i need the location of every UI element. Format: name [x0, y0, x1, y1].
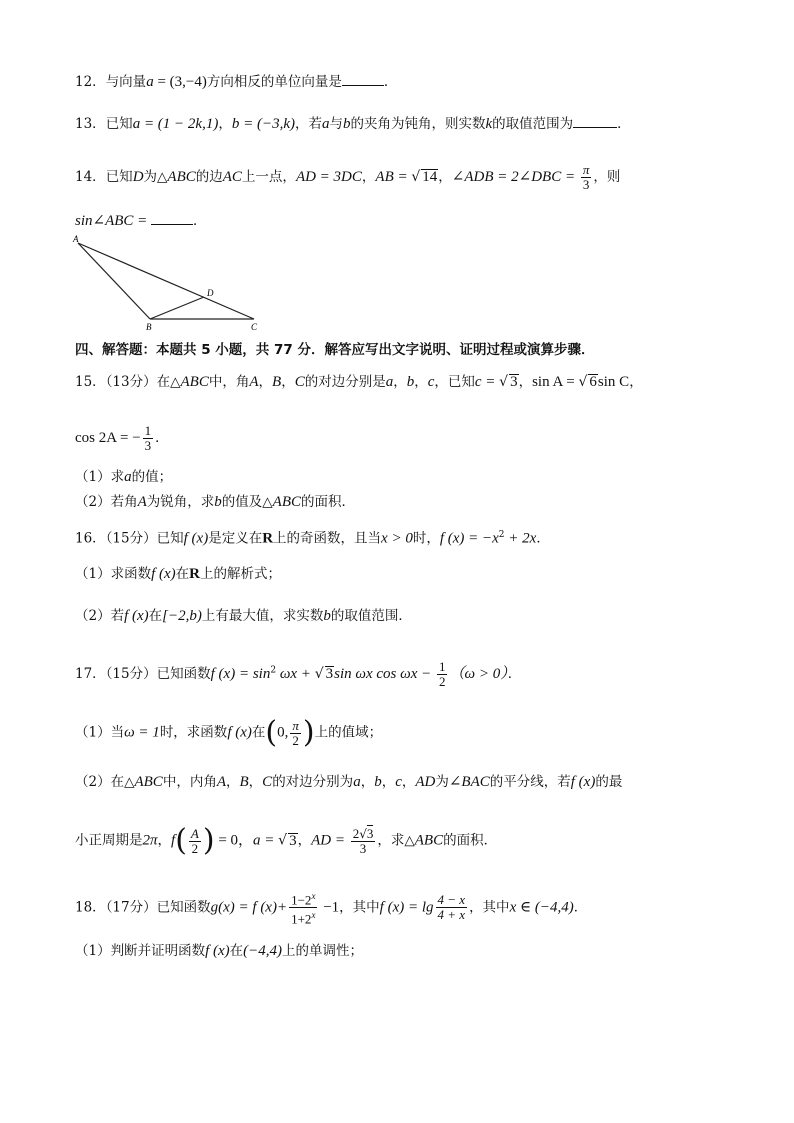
question-18: 18．（17分）已知函数g(x) = f (x)+ $\frac{1-2^x}{1+2^x}$ −1，其中f (x) = lg $\frac{4 - x}{4 + x}$ ，其中x ∈ (−4,4)．	[75, 891, 588, 927]
question-16-sub2: （2）若f (x)在[−2,b)上有最大值，求实数b的取值范围．	[75, 608, 412, 624]
question-number: 12．	[75, 74, 106, 90]
answer-blank	[151, 211, 193, 225]
question-16-sub1: （1）求函数f (x)在R上的解析式；	[75, 566, 282, 582]
segment-AB	[78, 243, 150, 319]
answer-blank	[573, 114, 617, 128]
question-15-sub1: （1）求a的值；	[75, 469, 173, 485]
label-D: D	[207, 288, 214, 298]
label-B: B	[146, 322, 152, 332]
answer-blank	[342, 72, 384, 86]
question-15-sub2: （2）若角A为锐角，求b的值及△ABC的面积．	[75, 494, 355, 510]
question-15: 15．（13分）在△ABC中，角A，B，C的对边分别是a，b，c，已知c = √ 3，sin A = √ 6sin C，	[75, 374, 643, 390]
question-17-sub2: （2）在△ABC中，内角A，B，C的对边分别为a，b，c，AD为∠BAC的平分线，若f (x)的最	[75, 774, 623, 790]
question-16: 16．（15分）已知f (x)是定义在R上的奇函数，且当x > 0时，f $(x) = -x^2 + 2x$．	[75, 530, 550, 547]
question-14-line2: sin∠ABC = ．	[75, 213, 207, 229]
segment-AC	[78, 243, 254, 319]
question-13: 13．已知a = (1 − 2k,1)，b = (−3,k)，若a与b的夹角为钝角，则实数k的取值范围为 ．	[75, 116, 631, 132]
segment-BD	[150, 297, 204, 319]
label-A: A	[73, 234, 79, 244]
question-17-line4: 小正周期是2π，f( $\frac{A}{2}$ ) = 0，a = √ 3，AD = $\frac{2√3}{3}$ ，求△ABC的面积．	[75, 823, 498, 858]
triangle-figure	[70, 233, 270, 333]
section-heading: 四、解答题：本题共 5 小题，共 77 分．解答应写出文字说明、证明过程或演算步骤．	[75, 342, 595, 358]
label-C: C	[251, 322, 258, 332]
question-18-sub1: （1）判断并证明函数f (x)在(−4,4)上的单调性；	[75, 943, 364, 959]
question-15-line2: cos 2A = − $\frac{1}{3}$ ．	[75, 423, 169, 453]
question-12: 12．与向量a = (3,−4)方向相反的单位向量是 ．	[75, 74, 398, 90]
question-17: 17．（15分）已知函数f $(x) = \sin^2 \omega x$ + √ 3sin ωx cos ωx − $\frac{1}{2}$ （ω > 0）．	[75, 659, 522, 689]
question-14: 14．已知D为△ABC的边AC上一点，AD = 3DC，AB = √ 14，∠ADB = 2∠DBC = $\frac{\pi}{3}$ ，则	[75, 162, 621, 192]
question-17-sub1: （1）当ω = 1时，求函数f (x)在(0, $\frac{\pi}{2}$ )上的值域；	[75, 715, 383, 750]
